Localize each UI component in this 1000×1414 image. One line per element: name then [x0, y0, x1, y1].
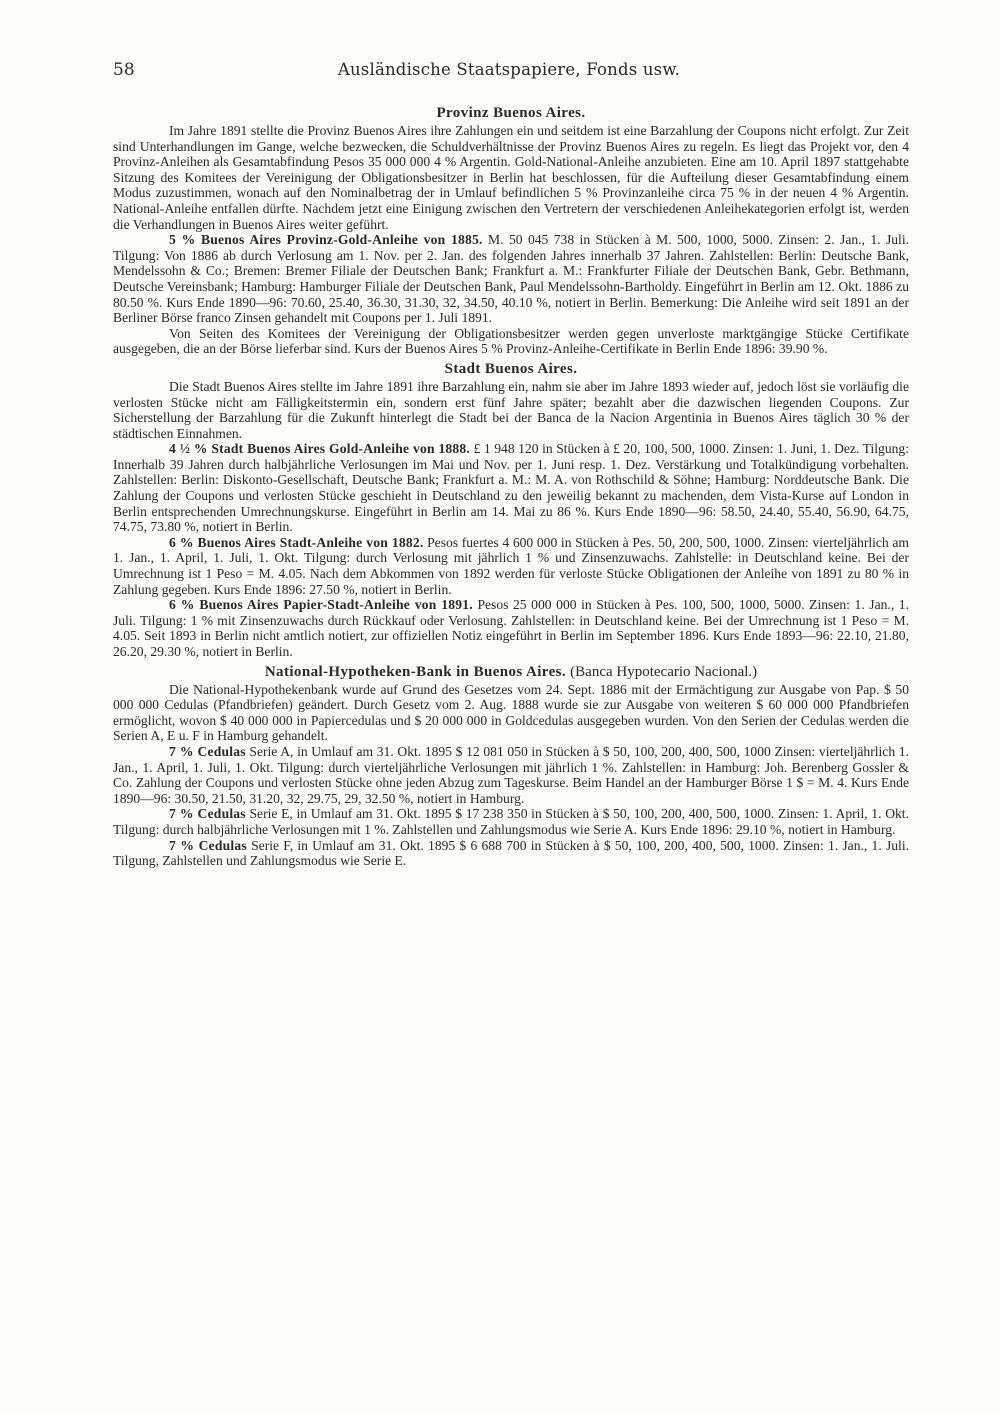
paragraph: Von Seiten des Komitees der Vereinigung der Obligationsbesitzer werden gegen unverloste marktgängige Stücke Certifikate ausgegeben, die an der Börse lieferbar sind. Kurs der Buenos Aires 5 % Provinz-Anleihe-Certifikate in Berlin Ende 1896: 39.90 %. — [113, 325, 909, 357]
body-text — [113, 101, 909, 869]
bond-description: £ 1 948 120 in Stücken à £ 20, 100, 500, 1000. Zinsen: 1. Juni, 1. Dez. Tilgung: Innerhalb 39 Jahren durch halbjährliche Verlosungen im Mai und Nov. per 1. Juni resp. 1. Dez. Verstärkung und Totalkündigung vorbehalten. Zahlstellen: Berlin: Diskonto-Gesellschaft, Deutsche Bank; Frankfurt a. M.: M. A. von Rothschild & Söhne; Hamburg: Norddeutsche Bank. Die Zahlung der Coupons und verlosten Stücke geschieht in Deutschland zu den jeweilig bekannt zu machenden, dem Vista-Kurse auf London in Berlin entsprechenden Umrechnungskurse. Eingeführt in Berlin am 14. Mai zu 86 %. Kurs Ende 1890—96: 58.50, 24.40, 55.40, 56.90, 64.75, 74.75, 73.80 %, notiert in Berlin. — [113, 441, 909, 535]
section-heading-stadt: Stadt Buenos Aires. — [444, 360, 578, 377]
bond-entry — [113, 597, 909, 659]
bond-entry — [113, 232, 909, 326]
paragraph: Im Jahre 1891 stellte die Provinz Buenos Aires ihre Zahlungen ein und seitdem ist eine Barzahlung der Coupons nicht erfolgt. Zur Zeit sind Unterhandlungen im Gange, welche bezwecken, die Schuldverhältnisse der Provinz Buenos Aires zu regeln. Es liegt das Projekt vor, den 4 Provinz-Anleihen als Gesamtabfindung Pesos 35 000 000 4 % Argentin. Gold-National-Anleihe anzubieten. Eine am 10. April 1897 stattgehabte Sitzung des Komitees der Vereinigung der Obligationsbesitzer in Berlin hat beschlossen, für die Aufteilung dieser Gesamtabfindung einem Modus zuzustimmen, wonach auf den Nominalbetrag der in Umlauf befindlichen 5 % Provinzanleihe circa 75 % in der neuen 4 % Argentin. National-Anleihe entfallen dürfte. Nachdem jetzt eine Einigung zwischen den Vertretern der verschiedenen Anleihekategorien erfolgt ist, werden die Verhandlungen in Buenos Aires weiter geführt. — [113, 123, 909, 232]
bond-entry — [113, 806, 909, 837]
bond-title: 7 % Cedulas — [169, 743, 246, 759]
paragraph: Die Stadt Buenos Aires stellte im Jahre 1891 ihre Barzahlung ein, nahm sie aber im Jahre 1893 wieder auf, jedoch löst sie vorläufig die verlosten Stücke nicht am Fälligkeitstermin ein, sondern erst fünf Jahre später; bezahlt aber die dazwischen liegenden Coupons. Zur Sicherstellung der Barzahlung für die Zukunft hinterlegt die Stadt bei der Banca de la Nacion Argentinia in Buenos Aires täglich 30 % der städtischen Einnahmen. — [113, 378, 909, 441]
bond-title: 6 % Buenos Aires Stadt-Anleihe von 1882. — [169, 534, 424, 550]
bond-description: Serie F, in Umlauf am 31. Okt. 1895 $ 6 688 700 in Stücken à $ 50, 100, 200, 400, 500, 1000. Zinsen: 1. Jan., 1. Juli. Tilgung, Zahlstellen und Zahlungsmodus wie Serie E. — [113, 837, 909, 869]
section-heading-hypotheken — [113, 663, 909, 681]
bond-description: Pesos fuertes 4 600 000 in Stücken à Pes. 50, 200, 500, 1000. Zinsen: vierteljährlich am 1. Jan., 1. April, 1. Juli, 1. Okt. Tilgung: durch Verlosung mit jährlich 1 % und Zinsenzuwachs. Zahlstelle: in Deutschland keine. Bei der Umrechnung ist 1 Peso = M. 4.05. Nach dem Abkommen von 1892 werden für verloste Stücke Obligationen der Anleihe von 1891 zu 80 % in Zahlung gegeben. Kurs Ende 1896: 27.50 %, notiert in Berlin. — [113, 534, 909, 597]
bond-entry — [113, 441, 909, 535]
section-heading-provinz: Provinz Buenos Aires. — [436, 105, 586, 121]
bond-description: Pesos 25 000 000 in Stücken à Pes. 100, 500, 1000, 5000. Zinsen: 1. Jan., 1. Juli. Tilgung: 1 % mit Zinsenzuwachs durch Rückkauf oder Verlosung. Zahlstellen: in Deutschland keine. Bei der Umrechnung ist 1 Peso = M. 4.05. Seit 1893 in Berlin nicht amtlich notiert, zur offiziellen Notiz eingeführt in Berlin im September 1896. Kurs Ende 1893—96: 22.10, 21.80, 26.20, 29.30 %, notiert in Berlin. — [113, 597, 909, 659]
bond-entry — [113, 838, 909, 869]
bond-description: M. 50 045 738 in Stücken à M. 500, 1000, 5000. Zinsen: 2. Jan., 1. Juli. Tilgung: Von 1886 ab durch Verlosung am 1. Nov. per 2. Jan. des folgenden Jahres innerhalb 37 Jahren. Zahlstellen: Berlin: Deutsche Bank, Mendelssohn & Co.; Bremen: Bremer Filiale der Deutschen Bank; Frankfurt a. M.: Frankfurter Filiale der Deutschen Bank, Gebr. Bethmann, Deutsche Vereinsbank; Hamburg: Hamburger Filiale der Deutschen Bank, Paul Mendelssohn-Bartholdy. Eingeführt in Berlin am 12. Okt. 1886 zu 80.50 %. Kurs Ende 1890—96: 70.60, 25.40, 36.30, 31.30, 32, 34.50, 40.10 %, notiert in Berlin. Bemerkung: Die Anleihe wird seit 1891 an der Berliner Börse franco Zinsen gehandelt mit Coupons per 1. Juli 1891. — [113, 232, 910, 326]
bond-title: 4 ½ % Stadt Buenos Aires Gold-Anleihe von 1888. — [169, 441, 471, 457]
bond-entry — [113, 535, 909, 597]
bond-title: 7 % Cedulas — [169, 837, 247, 853]
bond-title: 7 % Cedulas — [169, 806, 246, 822]
bond-title: 5 % Buenos Aires Provinz-Gold-Anleihe von 1885. — [169, 232, 483, 248]
paragraph: Die National-Hypothekenbank wurde auf Grund des Gesetzes vom 24. Sept. 1886 mit der Ermächtigung zur Ausgabe von Pap. $ 50 000 000 Cedulas (Pfandbriefen) geändert. Durch Gesetz vom 2. Aug. 1888 wurde sie zur Ausgabe von weiteren $ 60 000 000 Pfandbriefen ermöglicht, wovon $ 40 000 000 in Papiercedulas und $ 20 000 000 in Goldcedulas ausgegeben wurden. Von den Serien der Cedulas werden die Serien A, E u. F in Hamburg gehandelt. — [113, 681, 909, 744]
section-heading-text: National-Hypotheken-Bank in Buenos Aires. — [264, 663, 567, 680]
bond-description: Serie E, in Umlauf am 31. Okt. 1895 $ 17 238 350 in Stücken à $ 50, 100, 200, 400, 500, 1000. Zinsen: 1. April, 1. Okt. Tilgung: durch halbjährliche Verlosungen mit 1 %. Zahlstellen und Zahlungsmodus wie Serie A. Kurs Ende 1896: 29.10 %, notiert in Hamburg. — [113, 806, 909, 837]
bond-description: Serie A, in Umlauf am 31. Okt. 1895 $ 12 081 050 in Stücken à $ 50, 100, 200, 400, 500, 1000 Zinsen: vierteljährlich 1. Jan., 1. April, 1. Juli, 1. Okt. Tilgung: durch vierteljährliche Verlosungen mit jährlich 1 %. Zahlstellen: in Hamburg: Joh. Berenberg Gossler & Co. Zahlung der Coupons und verlosten Stücke ohne jeden Abzug zum Tageskurse. Beim Handel an der Hamburger Börse 1 $ = M. 4. Kurs Ende 1890—96: 30.50, 21.50, 31.20, 32, 29.75, 29, 32.50 %, notiert in Hamburg. — [113, 743, 909, 806]
bond-entry — [113, 744, 909, 806]
page-number: 58 — [113, 60, 135, 80]
running-head — [113, 60, 905, 90]
section-heading-note: (Banca Hypotecario Nacional.) — [570, 663, 758, 680]
running-title: Ausländische Staatspapiere, Fonds usw. — [337, 60, 681, 79]
bond-title: 6 % Buenos Aires Papier-Stadt-Anleihe von 1891. — [169, 597, 473, 613]
